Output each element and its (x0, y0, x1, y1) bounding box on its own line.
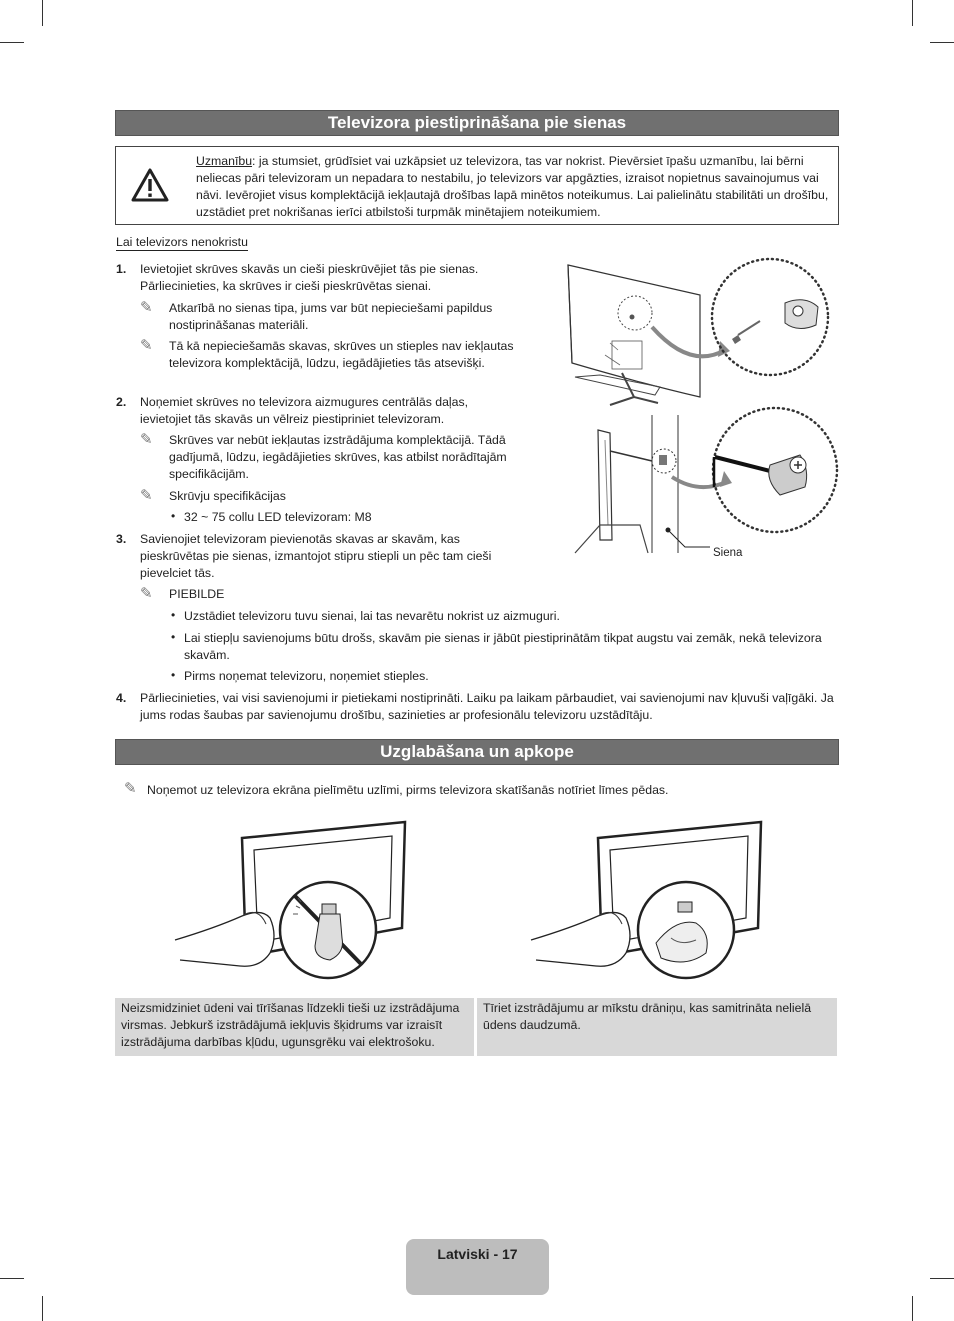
note-pencil-icon: ✎ (140, 337, 153, 354)
section-title-storage-maintenance: Uzglabāšana un apkope (115, 739, 839, 765)
bullet: • (171, 630, 176, 644)
subheading-prevent-fall: Lai televizors nenokristu (116, 235, 248, 249)
note-text: Atkarībā no sienas tipa, jums var būt nepieciešami papildus nostiprināšanas materiāli. (169, 301, 493, 332)
caption-allowed: Tīriet izstrādājumu ar mīkstu drāniņu, kas samitrināta nelielā ūdens daudzumā. (477, 998, 837, 1056)
bullet-text: 32 ~ 75 collu LED televizoram: M8 (184, 510, 372, 524)
step-number: 4. (116, 691, 127, 705)
note-pencil-icon: ✎ (140, 431, 153, 448)
caution-box (115, 146, 839, 225)
note-text: Skrūves var nebūt iekļautas izstrādājuma komplektācijā. Tādā gadījumā, lūdzu, iegādājieties skrūves, kas atbilst norādītajām specifikācijām. (169, 433, 507, 481)
wall-label: Siena (713, 547, 743, 559)
cleaning-illustration-allowed (526, 818, 766, 988)
step-number: 3. (116, 532, 127, 546)
crop-mark (912, 0, 913, 26)
bullet: • (171, 668, 176, 682)
note-pencil-icon: ✎ (140, 585, 153, 602)
caution-body: : ja stumsiet, grūdīsiet vai uzkāpsiet uz televizora, tas var nokrist. Pievērsiet īpašu uzmanību, lai bērni neliecas pāri televizoram un nepadara to nestabilu, jo televizors var apgāzties, izraisot nopietnus savainojumus vai nāvi. Ievērojiet visus komplektācijā iekļautajā drošības lapā minētos noteikumus. Lai palielinātu stabilitāti un drošību, uzstādiet pret nokrišanas ierīci atbilstoši turpmāk minētajiem noteikumiem. (196, 154, 829, 219)
crop-mark (0, 42, 24, 43)
bullet: • (171, 608, 176, 622)
crop-mark (0, 1278, 24, 1279)
note-label: PIEBILDE (169, 587, 225, 601)
step-text: Savienojiet televizoram pievienotās skavas ar skavām, kas pieskrūvētas pie sienas, izmantojot stipru stiepli un pēc tam cieši pievelciet tās. (140, 532, 492, 580)
crop-mark (42, 0, 43, 26)
warning-triangle-icon (130, 167, 170, 203)
bullet-text: Pirms noņemat televizoru, noņemiet stieples. (184, 669, 429, 683)
note-pencil-icon: ✎ (140, 487, 153, 504)
bullet: • (171, 509, 176, 523)
bullet-text: Uzstādiet televizoru tuvu sienai, lai tas nevarētu nokrist uz aizmuguri. (184, 609, 560, 623)
step-text: Pārliecinieties, vai visi savienojumi ir pietiekami nostiprināti. Laiku pa laikam pārbaudiet, vai savienojumi nav kļuvuši vaļīgāki. Ja jums rodas šaubas par savienojumu drošību, sazinieties ar profesionālu televizoru uzstādītāju. (140, 691, 834, 722)
section-title-wall-mount: Televizora piestiprināšana pie sienas (115, 110, 839, 136)
note-pencil-icon: ✎ (124, 780, 137, 797)
caption-prohibited: Neizsmidziniet ūdeni vai tīrīšanas līdzekli tieši uz izstrādājuma virsmas. Jebkurš izstrādājumā iekļuvis šķidrums var izraisīt izstrādājuma darbības kļūdu, ugunsgrēku vai elektrošoku. (115, 998, 474, 1056)
cleaning-illustration-prohibited (170, 818, 410, 988)
tv-wall-mount-illustration (560, 255, 845, 560)
crop-mark (42, 1296, 43, 1321)
step-text: Ievietojiet skrūves skavās un cieši pieskrūvējiet tās pie sienas. Pārliecinieties, ka skrūves ir cieši pieskrūvētas sienai. (140, 262, 479, 293)
caution-text (196, 153, 832, 221)
note-pencil-icon: ✎ (140, 299, 153, 316)
note-text: Skrūvju specifikācijas (169, 489, 286, 503)
bullet-text: Lai stiepļu savienojums būtu drošs, skavām pie sienas ir jābūt piestiprinātām tikpat augstu vai zemāk, nekā televizora skavām. (184, 631, 822, 662)
caution-label: Uzmanību (196, 154, 253, 168)
crop-mark (930, 42, 954, 43)
note-text: Tā kā nepieciešamās skavas, skrūves un stieples nav iekļautas televizora komplektācijā, lūdzu, iegādājieties tās atsevišķi. (169, 339, 514, 370)
crop-mark (912, 1296, 913, 1321)
page-number-badge: Latviski - 17 (406, 1239, 549, 1295)
step-number: 1. (116, 262, 127, 276)
step-text: Noņemiet skrūves no televizora aizmugures centrālās daļas, ievietojiet tās skavās un vēlreiz piestipriniet televizoram. (140, 395, 469, 426)
step-number: 2. (116, 395, 127, 409)
crop-mark (930, 1278, 954, 1279)
sticker-note: Noņemot uz televizora ekrāna pielīmētu uzlīmi, pirms televizora skatīšanās notīriet līmes pēdas. (147, 783, 669, 797)
